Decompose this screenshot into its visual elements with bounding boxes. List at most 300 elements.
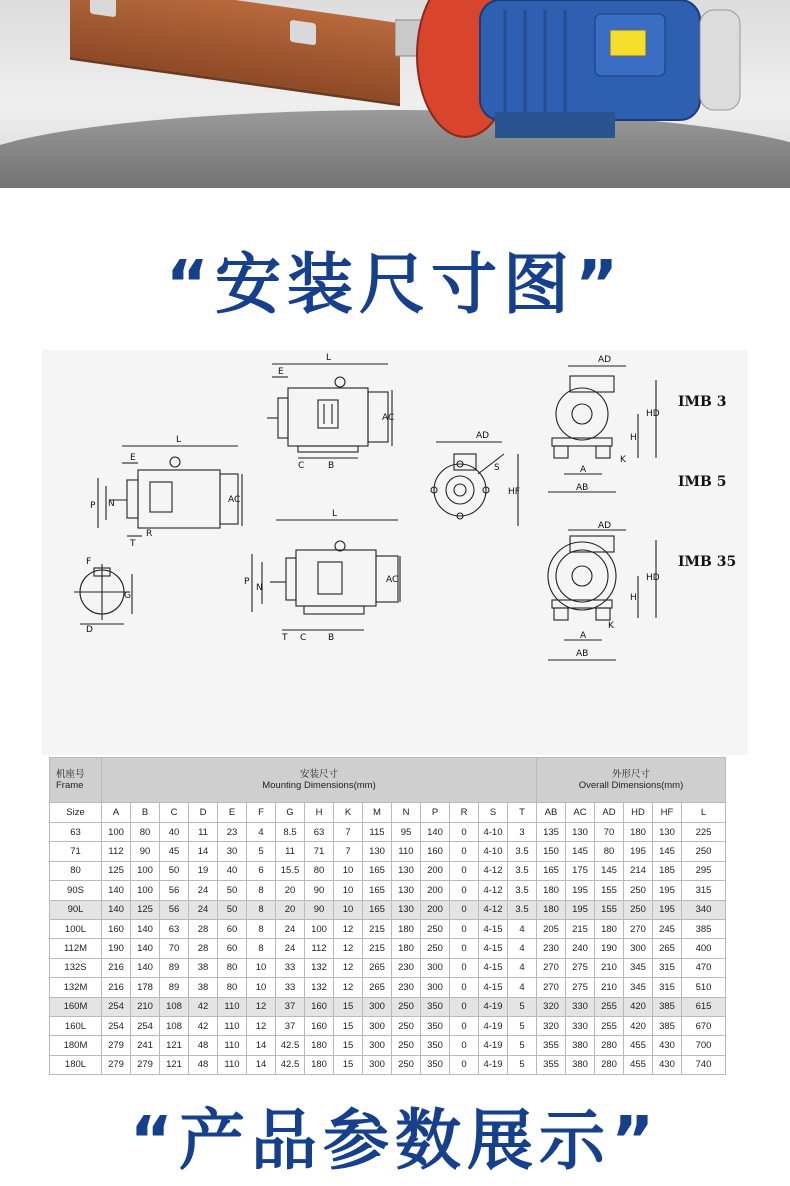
table-cell: 90 xyxy=(131,842,160,861)
table-cell: 180 xyxy=(537,900,566,919)
imb35-label: IMB 35 xyxy=(678,554,737,570)
column-header: C xyxy=(160,803,189,823)
column-header: T xyxy=(508,803,537,823)
table-cell: 8 xyxy=(247,881,276,900)
table-cell: 155 xyxy=(595,881,624,900)
table-cell: 12 xyxy=(247,1016,276,1035)
table-cell: 90S xyxy=(50,881,102,900)
dimension-table xyxy=(49,757,726,1075)
table-cell: 100 xyxy=(102,823,131,842)
table-cell: 10 xyxy=(334,881,363,900)
column-header: HD xyxy=(624,803,653,823)
imb35-front-drawing xyxy=(548,530,656,660)
table-cell: 10 xyxy=(247,978,276,997)
table-cell: 145 xyxy=(566,842,595,861)
table-cell: 255 xyxy=(595,997,624,1016)
table-cell: 4-19 xyxy=(479,1016,508,1035)
overall-header-cell xyxy=(537,758,726,803)
mounting-header-cell xyxy=(102,758,537,803)
table-cell: 80 xyxy=(218,958,247,977)
table-cell: 12 xyxy=(334,978,363,997)
table-cell: 130 xyxy=(566,823,595,842)
crate-latch xyxy=(90,0,116,17)
table-cell: 0 xyxy=(450,900,479,919)
table-cell: 355 xyxy=(537,1055,566,1074)
nameplate xyxy=(610,30,646,56)
table-header-row xyxy=(50,758,726,803)
table-cell: 80 xyxy=(305,861,334,880)
table-cell: 63 xyxy=(160,919,189,938)
table-cell: 12 xyxy=(247,997,276,1016)
table-cell: 56 xyxy=(160,900,189,919)
column-header: H xyxy=(305,803,334,823)
table-cell: 4 xyxy=(508,978,537,997)
table-cell: 3.5 xyxy=(508,900,537,919)
table-cell: 150 xyxy=(537,842,566,861)
table-cell: 250 xyxy=(624,900,653,919)
table-cell: 216 xyxy=(102,958,131,977)
table-cell: 11 xyxy=(276,842,305,861)
table-cell: 300 xyxy=(421,978,450,997)
dim-label: L xyxy=(176,435,182,445)
table-cell: 15 xyxy=(334,1036,363,1055)
table-cell: 140 xyxy=(102,900,131,919)
table-cell: 195 xyxy=(653,900,682,919)
column-header: B xyxy=(131,803,160,823)
table-cell: 225 xyxy=(682,823,726,842)
table-cell: 15 xyxy=(334,1016,363,1035)
table-cell: 4-15 xyxy=(479,919,508,938)
table-cell: 5 xyxy=(247,842,276,861)
table-row xyxy=(50,958,726,977)
table-cell: 195 xyxy=(624,842,653,861)
dim-label: G xyxy=(124,591,131,601)
table-cell: 33 xyxy=(276,978,305,997)
column-header: HF xyxy=(653,803,682,823)
table-cell: 37 xyxy=(276,1016,305,1035)
table-cell: 315 xyxy=(653,978,682,997)
table-cell: 3.5 xyxy=(508,842,537,861)
table-cell: 30 xyxy=(218,842,247,861)
table-cell: 0 xyxy=(450,842,479,861)
table-cell: 254 xyxy=(131,1016,160,1035)
table-row xyxy=(50,823,726,842)
table-cell: 385 xyxy=(653,997,682,1016)
table-cell: 132 xyxy=(305,958,334,977)
table-cell: 140 xyxy=(421,823,450,842)
dim-label: F xyxy=(86,557,92,567)
dim-label: D xyxy=(86,625,93,635)
table-cell: 190 xyxy=(102,939,131,958)
motor-body xyxy=(480,0,700,120)
table-cell: 90 xyxy=(305,881,334,900)
table-cell: 420 xyxy=(624,997,653,1016)
table-cell: 130 xyxy=(363,842,392,861)
column-header: S xyxy=(479,803,508,823)
table-cell: 315 xyxy=(653,958,682,977)
table-cell: 8 xyxy=(247,939,276,958)
installation-drawing xyxy=(42,350,748,755)
table-cell: 63 xyxy=(305,823,334,842)
table-cell: 145 xyxy=(595,861,624,880)
table-cell: 250 xyxy=(421,939,450,958)
table-cell: 4 xyxy=(508,958,537,977)
table-row xyxy=(50,900,726,919)
table-cell: 250 xyxy=(392,1055,421,1074)
motor-image xyxy=(395,0,745,140)
table-cell: 132M xyxy=(50,978,102,997)
table-cell: 80 xyxy=(595,842,624,861)
table-cell: 185 xyxy=(653,861,682,880)
table-cell: 100 xyxy=(131,881,160,900)
mounting-header-cn: 安装尺寸 xyxy=(299,769,338,780)
dim-label: C xyxy=(298,461,305,471)
table-cell: 230 xyxy=(392,958,421,977)
table-cell: 0 xyxy=(450,997,479,1016)
column-header: K xyxy=(334,803,363,823)
table-row xyxy=(50,978,726,997)
table-cell: 0 xyxy=(450,823,479,842)
table-cell: 270 xyxy=(624,919,653,938)
table-cell: 400 xyxy=(682,939,726,958)
table-row xyxy=(50,1036,726,1055)
table-cell: 160M xyxy=(50,997,102,1016)
next-section-title: “产品参数展示” xyxy=(129,1102,661,1179)
column-header: G xyxy=(276,803,305,823)
table-cell: 125 xyxy=(102,861,131,880)
table-cell: 14 xyxy=(247,1055,276,1074)
table-cell: 345 xyxy=(624,958,653,977)
table-cell: 130 xyxy=(392,881,421,900)
table-cell: 40 xyxy=(218,861,247,880)
frame-header-cn: 机座号 xyxy=(56,769,85,780)
table-cell: 300 xyxy=(363,1055,392,1074)
table-cell: 279 xyxy=(102,1055,131,1074)
table-cell: 180 xyxy=(595,919,624,938)
table-cell: 330 xyxy=(566,997,595,1016)
table-cell: 60 xyxy=(218,919,247,938)
table-cell: 100 xyxy=(305,919,334,938)
table-cell: 180 xyxy=(392,939,421,958)
crate-latch xyxy=(290,20,316,46)
motor-drawing-left xyxy=(98,446,242,536)
dim-label: P xyxy=(244,577,250,587)
table-cell: 4-19 xyxy=(479,1036,508,1055)
table-cell: 3.5 xyxy=(508,881,537,900)
table-cell: 89 xyxy=(160,958,189,977)
table-cell: 155 xyxy=(595,900,624,919)
table-cell: 11 xyxy=(189,823,218,842)
table-cell: 50 xyxy=(160,861,189,880)
table-cell: 195 xyxy=(566,881,595,900)
table-cell: 110 xyxy=(218,1036,247,1055)
dim-label: E xyxy=(130,453,136,463)
table-cell: 275 xyxy=(566,958,595,977)
table-cell: 0 xyxy=(450,958,479,977)
table-cell: 254 xyxy=(102,1016,131,1035)
section-title: “安装尺寸图” xyxy=(165,246,625,323)
table-cell: 300 xyxy=(624,939,653,958)
table-cell: 4-10 xyxy=(479,823,508,842)
motor-drawing-top xyxy=(267,364,395,458)
dim-label: H xyxy=(630,593,637,603)
dim-label: A xyxy=(580,631,587,641)
table-cell: 0 xyxy=(450,1016,479,1035)
table-cell: 12 xyxy=(334,919,363,938)
table-cell: 210 xyxy=(595,958,624,977)
table-cell: 250 xyxy=(421,919,450,938)
column-header: N xyxy=(392,803,421,823)
table-cell: 250 xyxy=(682,842,726,861)
overall-header-en: Overall Dimensions(mm) xyxy=(578,780,684,791)
column-header: D xyxy=(189,803,218,823)
table-cell: 12 xyxy=(334,958,363,977)
table-row xyxy=(50,861,726,880)
dimension-drawings-svg xyxy=(42,350,748,755)
table-cell: 90 xyxy=(305,900,334,919)
dim-label: B xyxy=(328,633,335,643)
table-cell: 740 xyxy=(682,1055,726,1074)
table-cell: 241 xyxy=(131,1036,160,1055)
table-cell: 28 xyxy=(189,919,218,938)
table-cell: 10 xyxy=(247,958,276,977)
table-cell: 140 xyxy=(131,958,160,977)
table-cell: 180L xyxy=(50,1055,102,1074)
table-cell: 10 xyxy=(334,861,363,880)
table-cell: 89 xyxy=(160,978,189,997)
table-cell: 8 xyxy=(247,919,276,938)
dim-label: S xyxy=(494,463,500,473)
table-cell: 121 xyxy=(160,1036,189,1055)
table-cell: 280 xyxy=(595,1055,624,1074)
table-cell: 295 xyxy=(682,861,726,880)
dim-label: AB xyxy=(576,649,589,659)
table-cell: 19 xyxy=(189,861,218,880)
table-cell: 385 xyxy=(653,1016,682,1035)
table-cell: 300 xyxy=(363,1036,392,1055)
table-cell: 56 xyxy=(160,881,189,900)
table-cell: 42 xyxy=(189,997,218,1016)
table-cell: 4 xyxy=(247,823,276,842)
column-header: L xyxy=(682,803,726,823)
table-cell: 38 xyxy=(189,958,218,977)
dim-label: N xyxy=(108,499,115,509)
table-cell: 112 xyxy=(102,842,131,861)
table-cell: 8.5 xyxy=(276,823,305,842)
table-cell: 130 xyxy=(392,861,421,880)
table-cell: 132S xyxy=(50,958,102,977)
table-cell: 42.5 xyxy=(276,1055,305,1074)
table-cell: 430 xyxy=(653,1055,682,1074)
table-cell: 215 xyxy=(566,919,595,938)
table-cell: 40 xyxy=(160,823,189,842)
table-cell: 42 xyxy=(189,1016,218,1035)
dim-label: AC xyxy=(386,575,399,585)
table-cell: 430 xyxy=(653,1036,682,1055)
table-cell: 345 xyxy=(624,978,653,997)
table-cell: 50 xyxy=(218,900,247,919)
table-cell: 4-19 xyxy=(479,1055,508,1074)
dim-label: T xyxy=(282,633,288,643)
frame-header-en: Frame xyxy=(56,780,84,791)
table-cell: 0 xyxy=(450,861,479,880)
table-cell: 250 xyxy=(392,1016,421,1035)
table-cell: 3.5 xyxy=(508,861,537,880)
table-cell: 160L xyxy=(50,1016,102,1035)
table-cell: 350 xyxy=(421,1036,450,1055)
table-cell: 5 xyxy=(508,1036,537,1055)
table-cell: 48 xyxy=(189,1036,218,1055)
table-cell: 12 xyxy=(334,939,363,958)
table-cell: 216 xyxy=(102,978,131,997)
table-cell: 4-12 xyxy=(479,900,508,919)
table-cell: 130 xyxy=(653,823,682,842)
table-cell: 265 xyxy=(363,958,392,977)
fan-cover xyxy=(700,10,740,110)
table-cell: 300 xyxy=(421,958,450,977)
frame-header-cell xyxy=(50,758,102,803)
table-cell: 355 xyxy=(537,1036,566,1055)
table-cell: 24 xyxy=(189,900,218,919)
dim-label: T xyxy=(130,539,136,549)
table-cell: 279 xyxy=(131,1055,160,1074)
dim-label: K xyxy=(608,621,614,631)
table-cell: 250 xyxy=(392,997,421,1016)
table-cell: 20 xyxy=(276,881,305,900)
table-cell: 140 xyxy=(131,919,160,938)
imb3-front-drawing xyxy=(548,366,656,492)
table-cell: 0 xyxy=(450,919,479,938)
table-cell: 160 xyxy=(305,997,334,1016)
dim-label: B xyxy=(328,461,335,471)
table-cell: 28 xyxy=(189,939,218,958)
table-cell: 8 xyxy=(247,900,276,919)
column-header-row xyxy=(50,803,726,823)
table-cell: 5 xyxy=(508,1055,537,1074)
table-cell: 240 xyxy=(566,939,595,958)
table-cell: 70 xyxy=(595,823,624,842)
table-cell: 108 xyxy=(160,1016,189,1035)
table-cell: 15 xyxy=(334,1055,363,1074)
table-cell: 3 xyxy=(508,823,537,842)
table-cell: 110 xyxy=(218,997,247,1016)
table-cell: 200 xyxy=(421,861,450,880)
table-cell: 0 xyxy=(450,978,479,997)
dim-label: A xyxy=(580,465,587,475)
table-cell: 6 xyxy=(247,861,276,880)
motor-drawing-bottom xyxy=(252,520,400,630)
column-header: A xyxy=(102,803,131,823)
dim-label: AC xyxy=(228,495,241,505)
table-cell: 230 xyxy=(392,978,421,997)
table-cell: 180 xyxy=(624,823,653,842)
dim-label: HD xyxy=(646,409,660,419)
overall-header-cn: 外形尺寸 xyxy=(611,769,650,780)
table-cell: 380 xyxy=(566,1036,595,1055)
table-cell: 510 xyxy=(682,978,726,997)
table-cell: 4-15 xyxy=(479,978,508,997)
table-cell: 180 xyxy=(305,1055,334,1074)
table-cell: 245 xyxy=(653,919,682,938)
dim-label: H xyxy=(630,433,637,443)
table-cell: 180M xyxy=(50,1036,102,1055)
table-cell: 33 xyxy=(276,958,305,977)
table-cell: 135 xyxy=(537,823,566,842)
table-cell: 4 xyxy=(508,939,537,958)
dim-label: AD xyxy=(598,355,612,365)
dim-label: AD xyxy=(598,521,612,531)
table-cell: 110 xyxy=(218,1016,247,1035)
table-cell: 24 xyxy=(189,881,218,900)
table-cell: 380 xyxy=(566,1055,595,1074)
table-cell: 320 xyxy=(537,997,566,1016)
table-cell: 615 xyxy=(682,997,726,1016)
table-cell: 385 xyxy=(682,919,726,938)
table-cell: 0 xyxy=(450,939,479,958)
table-row xyxy=(50,881,726,900)
table-cell: 180 xyxy=(537,881,566,900)
table-cell: 270 xyxy=(537,978,566,997)
table-cell: 0 xyxy=(450,1036,479,1055)
table-cell: 112 xyxy=(305,939,334,958)
table-cell: 350 xyxy=(421,997,450,1016)
table-cell: 132 xyxy=(305,978,334,997)
table-cell: 350 xyxy=(421,1055,450,1074)
table-cell: 100 xyxy=(131,861,160,880)
table-cell: 330 xyxy=(566,1016,595,1035)
table-cell: 14 xyxy=(247,1036,276,1055)
table-cell: 250 xyxy=(392,1036,421,1055)
table-cell: 42.5 xyxy=(276,1036,305,1055)
table-cell: 195 xyxy=(566,900,595,919)
table-cell: 205 xyxy=(537,919,566,938)
table-cell: 20 xyxy=(276,900,305,919)
table-cell: 4-15 xyxy=(479,939,508,958)
table-cell: 110 xyxy=(392,842,421,861)
table-cell: 7 xyxy=(334,842,363,861)
table-cell: 145 xyxy=(653,842,682,861)
table-cell: 90L xyxy=(50,900,102,919)
table-cell: 230 xyxy=(537,939,566,958)
table-cell: 4-19 xyxy=(479,997,508,1016)
table-cell: 7 xyxy=(334,823,363,842)
table-cell: 24 xyxy=(276,939,305,958)
table-cell: 115 xyxy=(363,823,392,842)
table-cell: 275 xyxy=(566,978,595,997)
table-cell: 63 xyxy=(50,823,102,842)
table-cell: 180 xyxy=(392,919,421,938)
table-cell: 279 xyxy=(102,1036,131,1055)
wooden-crate xyxy=(70,0,400,106)
table-cell: 455 xyxy=(624,1036,653,1055)
table-cell: 250 xyxy=(624,881,653,900)
dim-label: N xyxy=(256,583,263,593)
table-cell: 10 xyxy=(334,900,363,919)
table-cell: 50 xyxy=(218,881,247,900)
table-cell: 0 xyxy=(450,1055,479,1074)
table-cell: 60 xyxy=(218,939,247,958)
column-header: AD xyxy=(595,803,624,823)
table-cell: 4-15 xyxy=(479,958,508,977)
product-photo-banner xyxy=(0,0,790,188)
dim-label: E xyxy=(278,367,284,377)
table-cell: 280 xyxy=(595,1036,624,1055)
table-cell: 210 xyxy=(131,997,160,1016)
table-cell: 195 xyxy=(653,881,682,900)
dim-label: HD xyxy=(646,573,660,583)
table-cell: 350 xyxy=(421,1016,450,1035)
table-row xyxy=(50,919,726,938)
